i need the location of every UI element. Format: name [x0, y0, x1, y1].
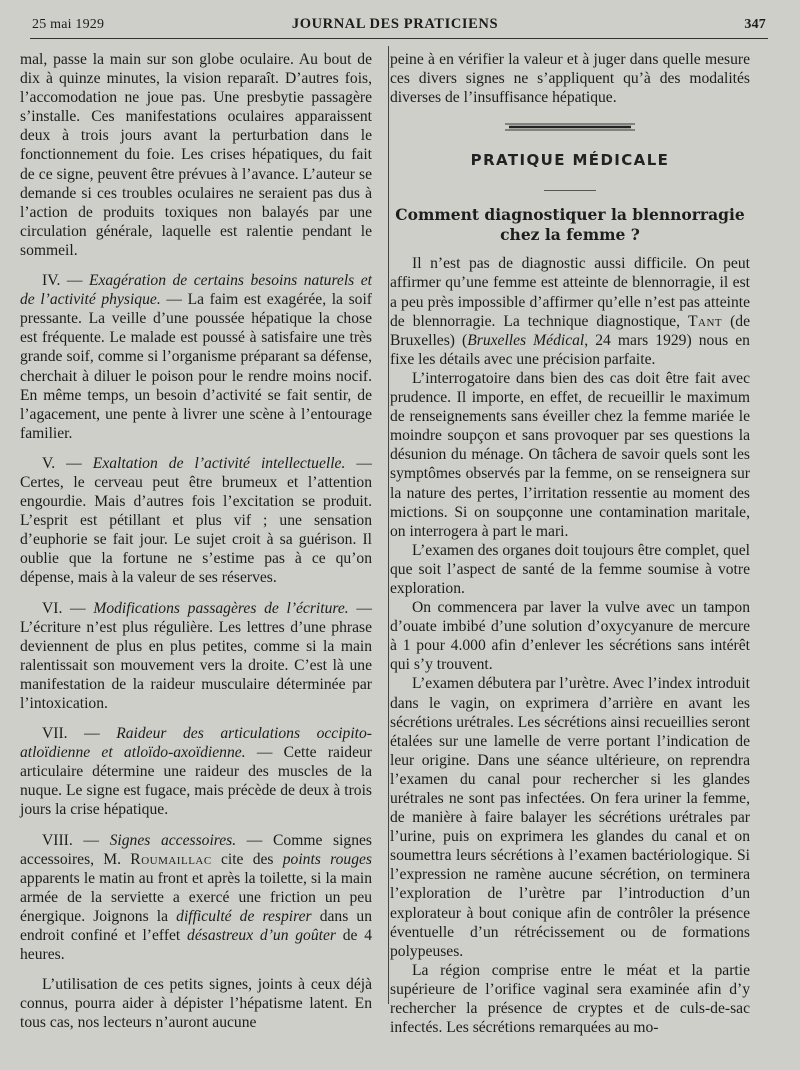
article-paragraph: L’examen débutera par l’urètre. Avec l’index introduit dans le vagin, on exprimera d’arrière en avant les sécrétions urétrales. Les sécrétions ainsi recueillies seront étalées sur une lamelle de verre portant l’indication de leur origine. Dans une séance ultérieure, on reprendra l’examen du canal pour rechercher si les glandes urétrales ne sont pas infectées. On fera uriner la femme, de manière à faire balayer les sécrétions urétrales par l’urine, puis on exprimera les glandes du canal et on soumettra leurs sécrétions à l’examen bactériologique. Si l’expression ne ramène aucune sécrétion, on terminera l’exploration de l’urètre par l’introduction d’un explorateur à bout conique afin de contrôler la présence éventuelle d’un rétrécissement ou de formations polypeuses.: [390, 675, 750, 960]
section-vii: [20, 724, 372, 819]
paragraph-closing: L’utilisation de ces petits signes, joints à ceux déjà connus, pourra aider à dépister l’hépatisme latent. En tous cas, nos lecteurs n’auront aucune: [20, 976, 372, 1032]
section-title: Exaltation de l’activité intellectuelle.: [92, 454, 346, 472]
article-title: [390, 205, 750, 245]
rubric-rule: [544, 190, 596, 191]
author-name: Tant: [687, 312, 723, 330]
emphasis: points rouges: [282, 850, 372, 868]
section-number: VIII. —: [42, 831, 99, 849]
section-number: V. —: [42, 454, 82, 472]
section-text: — Comme signes accessoires, M.: [20, 831, 372, 868]
section-v: [20, 454, 372, 588]
article-paragraph: L’interrogatoire dans bien des cas doit être fait avec prudence. Il importe, en effet, de recueillir le maximum de renseignements sans éveiller chez la femme mariée le moindre soupçon et sans provoquer par ses questions la désunion du ménage. On tâchera de savoir quels sont les symptômes observés par la femme, on se renseignera sur la nature des pertes, l’irritation ressentie au moment des mictions. Si on soupçonne une contamination maritale, on interrogera à part le mari.: [390, 369, 750, 540]
journal-citation: Bruxelles Médical: [467, 331, 585, 349]
emphasis: difficulté de respirer: [176, 907, 312, 925]
section-ornament: [505, 121, 635, 133]
right-column: [390, 50, 750, 1037]
article-paragraph: L’examen des organes doit toujours être complet, quel que soit l’aspect de santé de la femme soumise à votre exploration.: [390, 541, 750, 597]
section-text: — La faim est exagérée, la soif pressante. La veille d’une poussée hépatique la chose est fréquente. Le malade est poussé à satisfaire une très grande soif, comme si l’organisme préparant sa défense, cherchait à diluer le poison pour le rendre moins nocif. En même temps, un besoin d’activité se fait sentir, de l’agacement, une pente à livrer une scène à l’entourage familier.: [20, 291, 372, 442]
section-title: Exagération de certains besoins naturels et de l’activité physique.: [20, 272, 372, 309]
journal-title: JOURNAL DES PRATICIENS: [291, 16, 499, 32]
article-paragraph: On commencera par laver la vulve avec un tampon d’ouate imbibé d’une solution d’oxycyanure de mercure à 1 pour 4.000 afin d’enlever les sécrétions sans intérêt qui s’y trouvent.: [390, 599, 750, 674]
section-number: IV. —: [42, 272, 83, 290]
section-text: dans un endroit confiné et l’effet: [20, 907, 373, 945]
column-divider: [388, 46, 389, 1004]
section-text: — Cette raideur articulaire détermine une raideur des muscles de la nuque. Le signe est fugace, mais précède de deux à trois jours la crise hépatique.: [20, 744, 372, 819]
section-text: apparents le matin au front et après la toilette, si la main armée de la serviette a exercé une friction un peu énergique. Joignons la: [20, 869, 372, 925]
page-number: 347: [744, 17, 766, 32]
section-iv: [20, 271, 372, 443]
paragraph-text: , 24 mars 1929) nous en fixe les détails avec une précision parfaite.: [390, 331, 750, 368]
emphasis: désastreux d’un goûter: [187, 927, 336, 945]
rubric-heading: PRATIQUE MÉDICALE: [470, 151, 670, 170]
paragraph-continued: mal, passe la main sur son globe oculaire. Au bout de dix à quinze minutes, la vision reparaît. D’autres fois, l’accomodation ne joue pas. Une presbytie passagère s’installe. Ces manifestations oculaires apparaissent deux à trois jours avant la perturbation dans le fonctionnement du foie. Les crises hépatiques, du fait de ce signe, peuvent être prévues à l’avance. L’auteur se demande si ces troubles oculaires ne seraient pas dus à l’action de produits toxiques non balayés par une circulation générale, laquelle est ralentie pendant le sommeil.: [20, 51, 372, 259]
running-head: [24, 12, 766, 36]
article-title-line: Comment diagnostiquer la blennorragie: [395, 205, 745, 225]
section-text: cite des: [211, 850, 283, 868]
section-title: Signes accessoires.: [109, 831, 237, 849]
section-text: de 4 heures.: [20, 927, 372, 964]
paragraph-continued: peine à en vérifier la valeur et à juger dans quelle mesure ces divers signes ne s’appliquent qu’à des modalités diverses de l’insuffisance hépatique.: [390, 51, 750, 107]
article-paragraph: [390, 254, 750, 369]
section-text: — Certes, le cerveau peut être brumeux et l’attention engourdie. Mais d’autres fois l’excitation se produit. L’esprit est pétillant et plus vif ; une sensation d’euphorie se fait jour. Le sujet croit à sa guérison. Il oublie que la fortune ne s’estime pas à ce qu’on dépense, mais à la valeur de ses réserves.: [20, 454, 372, 587]
section-title: Modifications passagères de l’écriture.: [93, 599, 349, 617]
author-name: Roumaillac: [130, 850, 212, 868]
section-title: Raideur des articulations occipito-atloïdienne et atloïdo-axoïdienne.: [20, 725, 372, 762]
section-number: VII. —: [42, 725, 100, 743]
section-viii: [20, 831, 372, 965]
section-vi: [20, 599, 372, 714]
article-title-line: chez la femme ?: [500, 225, 640, 245]
section-text: — L’écriture n’est plus régulière. Les lettres d’une phrase deviennent de plus en plus petites, comme si la main ralentissait son mouvement vers la droite. C’est là une manifestation de la raideur musculaire déterminée par l’intoxication.: [20, 599, 372, 712]
section-number: VI. —: [42, 599, 86, 617]
article-paragraph: La région comprise entre le méat et la partie supérieure de l’orifice vaginal sera examinée afin d’y rechercher la présence de cryptes et de culs-de-sac infectés. Les sécrétions remarquées au mo-: [390, 961, 750, 1037]
left-column: [20, 50, 372, 1033]
paragraph-text: Il n’est pas de diagnostic aussi difficile. On peut affirmer qu’une femme est atteinte de blennorragie, il est a peu près impossible d’affirmer qu’elle n’est pas atteinte de blennorragie. La technique diagnostique,: [390, 255, 750, 330]
paragraph-text: (de Bruxelles) (: [390, 312, 750, 349]
header-rule: [30, 38, 768, 39]
issue-date: 25 mai 1929: [32, 17, 105, 32]
